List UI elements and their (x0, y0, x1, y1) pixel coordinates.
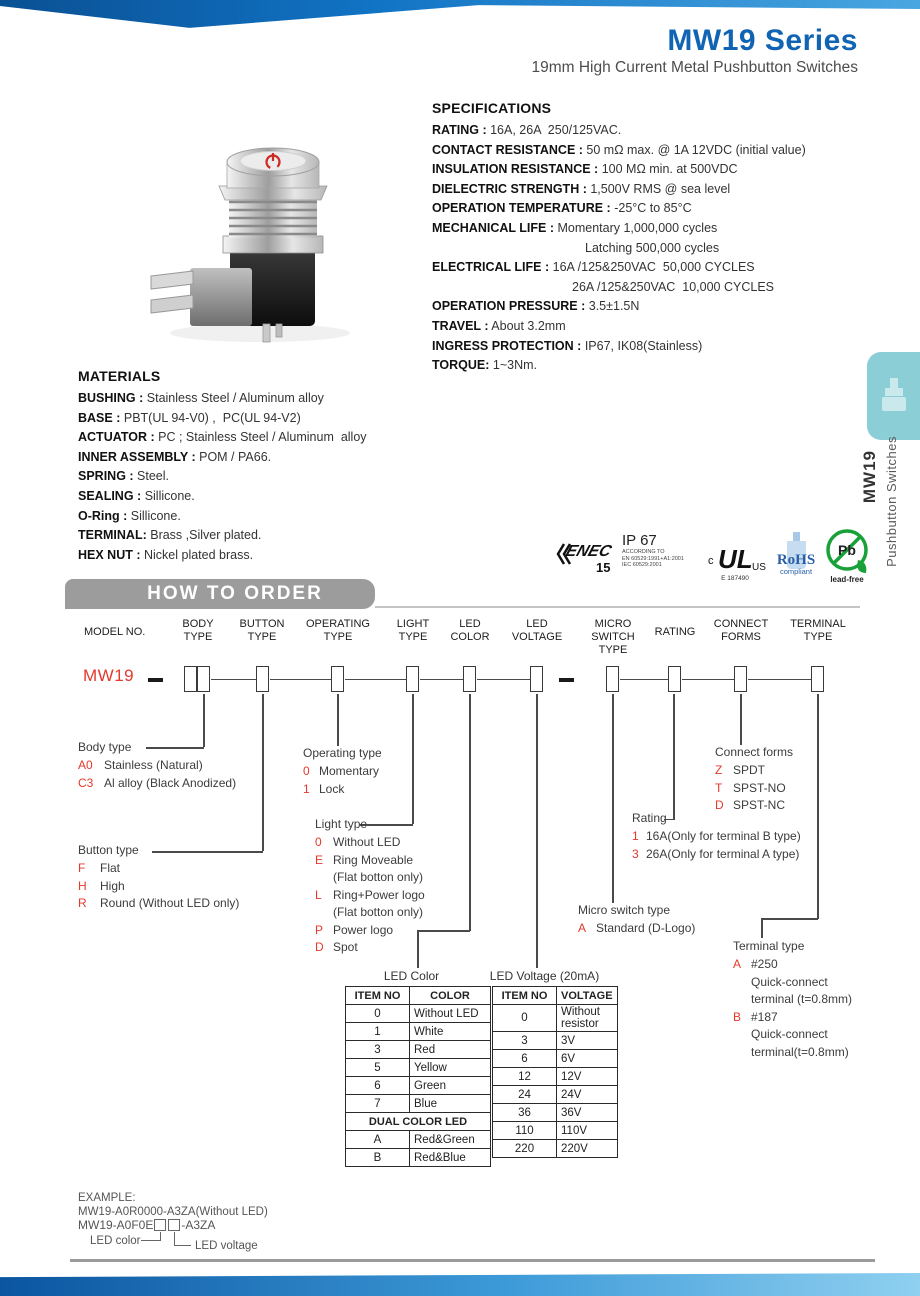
col-button-type: BUTTON TYPE (239, 618, 285, 643)
terminal-type-note: Quick-connect terminal (t=0.8mm) (751, 974, 853, 1006)
spec-electrical-life: ELECTRICAL LIFE : 16A /125&250VAC 50,000 CYCLES (432, 260, 755, 275)
table-row: 0 Without LED (346, 1005, 491, 1023)
connector (270, 679, 331, 681)
connector (682, 679, 734, 681)
material-terminal: TERMINAL: Brass ,Silver plated. (78, 528, 262, 543)
group-button-type: Button type F Flat H High R Round (Without LED only) (78, 843, 240, 910)
digit-box-micro-switch (606, 666, 619, 692)
svg-text:ENEC: ENEC (563, 542, 614, 560)
group-operating-type: Operating type 0 Momentary 1 Lock (303, 746, 382, 796)
svg-text:UL: UL (718, 544, 753, 574)
table-row: 36 36V (493, 1104, 618, 1122)
spec-rating: RATING : 16A, 26A 250/125VAC. (432, 123, 622, 137)
spec-insulation-resistance: INSULATION RESISTANCE : 100 MΩ min. at 500VDC (432, 162, 738, 177)
table-row: 3 3V (493, 1032, 618, 1050)
series-tab (867, 352, 920, 440)
example-led-color-box (154, 1219, 166, 1231)
spec-torque: TORQUE: 1~3Nm. (432, 358, 538, 373)
how-to-order-rule (375, 606, 860, 608)
col-led-voltage: LED VOLTAGE (511, 618, 563, 643)
svg-text:Pb: Pb (838, 542, 856, 558)
col-led-color: LED COLOR (450, 618, 490, 643)
leader-led-color (417, 930, 470, 932)
group-light-type: Light type 0 Without LED E Ring Moveable (Flat botton only) L Ring+Power logo (Flat botton only) P Power logo D Spot (315, 817, 425, 954)
connector (345, 679, 406, 681)
material-oring: O-Ring : Sillicone. (78, 508, 181, 523)
group-terminal-type: Terminal type A #250 Quick-connect terminal (t=0.8mm) B #187 Quick-connect terminal(t=0.8mm) (733, 939, 863, 1061)
leader-button (262, 694, 264, 851)
group-body-type: Body type A0 Stainless (Natural) C3 Al alloy (Black Anodized) (78, 740, 237, 790)
digit-box-led-voltage (530, 666, 543, 692)
ip67-sub2: EN 60529:1991+A1:2001 (622, 555, 684, 562)
material-spring: SPRING : Steel. (78, 469, 170, 484)
svg-text:15: 15 (596, 560, 611, 575)
leader-light (412, 694, 414, 824)
sidebar-series-label: MW19 (860, 450, 879, 504)
spec-contact-resistance: CONTACT RESISTANCE : 50 mΩ max. @ 1A 12VDC (initial value) (432, 142, 806, 157)
example-label: EXAMPLE: (78, 1192, 136, 1204)
digit-box-button (256, 666, 269, 692)
model-dash-1 (148, 678, 163, 682)
digit-box-led-color (463, 666, 476, 692)
spec-ingress-protection: INGRESS PROTECTION : IP67, IK08(Stainless) (432, 338, 703, 353)
table-row: A Red&Green (346, 1131, 491, 1149)
table-row: 110 110V (493, 1122, 618, 1140)
table-row: 220 220V (493, 1140, 618, 1158)
group-connect-forms: Connect forms Z SPDT T SPST-NO D SPST-NC (715, 745, 794, 812)
pb-free-icon (822, 526, 874, 586)
spec-dielectric-strength: DIELECTRIC STRENGTH : 1,500V RMS @ sea level (432, 181, 731, 196)
svg-text:US: US (752, 562, 766, 573)
ip67-title: IP 67 (622, 532, 657, 549)
example-line1: MW19-A0R0000-A3ZA(Without LED) (78, 1206, 268, 1218)
ul-icon (700, 532, 770, 584)
digit-box-connect (734, 666, 747, 692)
model-number: MW19 (83, 666, 135, 685)
material-actuator: ACTUATOR : PC ; Stainless Steel / Aluminum alloy (78, 430, 367, 445)
table-row: 0 Without resistor (493, 1005, 618, 1032)
led-color-table: ITEM NO COLOR 0 Without LED 1 White 3 Red 5 Yellow 6 Green 7 Blue DUAL COLOR LED A Red&Green B Red&Blue (345, 986, 491, 1167)
spec-operation-temperature: OPERATION TEMPERATURE : -25°C to 85°C (432, 201, 692, 216)
digit-box-rating (668, 666, 681, 692)
specifications-section (432, 100, 872, 376)
col-body-type: BODY TYPE (182, 618, 214, 643)
svg-text:E 187490: E 187490 (721, 575, 749, 582)
svg-text:RoHS: RoHS (776, 552, 816, 568)
leader-terminal (761, 918, 763, 938)
leader-micro (612, 694, 614, 903)
connector (420, 679, 463, 681)
bottom-band-decoration (0, 1273, 920, 1296)
leader-connect (740, 694, 742, 745)
table-row: 12 12V (493, 1068, 618, 1086)
material-inner-assembly: INNER ASSEMBLY : POM / PA66. (78, 449, 272, 464)
material-base: BASE : PBT(UL 94-V0) , PC(UL 94-V2) (78, 410, 301, 425)
table-row: 24 24V (493, 1086, 618, 1104)
enec-icon (556, 534, 614, 582)
page-title: MW19 Series (667, 24, 858, 57)
connector (477, 679, 530, 681)
callout-line (141, 1240, 161, 1241)
page-subtitle: 19mm High Current Metal Pushbutton Switches (531, 59, 858, 76)
svg-text:compliant: compliant (779, 567, 813, 576)
light-type-note: (Flat botton only) (333, 870, 424, 884)
digit-box-body-2 (197, 666, 210, 692)
rohs-icon (770, 530, 822, 584)
digit-box-operating (331, 666, 344, 692)
group-micro-switch: Micro switch type A Standard (D-Logo) (578, 903, 696, 935)
connector (748, 679, 811, 681)
table-row: 6 6V (493, 1050, 618, 1068)
table-row: 1 White (346, 1023, 491, 1041)
col-terminal-type: TERMINAL TYPE (790, 618, 846, 643)
ip67-sub1: ACCORDING TO (622, 549, 665, 555)
materials-section (78, 368, 448, 565)
group-rating: Rating 1 16A(Only for terminal B type) 3 26A(Only for terminal A type) (632, 811, 801, 861)
ip67-sub3: IEC 60529:2001 (622, 562, 662, 568)
col-light-type: LIGHT TYPE (396, 618, 430, 643)
ip67-mark (622, 533, 684, 569)
spec-travel: TRAVEL : About 3.2mm (432, 318, 566, 333)
digit-box-body-1 (184, 666, 197, 692)
terminal-type-note: Quick-connect terminal(t=0.8mm) (751, 1027, 849, 1059)
material-bushing: BUSHING : Stainless Steel / Aluminum alloy (78, 391, 324, 405)
light-type-note: (Flat botton only) (333, 905, 424, 919)
callout-line (174, 1245, 191, 1246)
leader-terminal (817, 694, 819, 919)
connector (620, 679, 668, 681)
svg-text:c: c (708, 555, 714, 567)
example-led-color-callout: LED color (90, 1235, 141, 1247)
example-led-voltage-box (168, 1219, 180, 1231)
led-color-table-title: LED Color (383, 969, 440, 983)
led-voltage-table: ITEM NO VOLTAGE 0 Without resistor 3 3V 6 6V 12 12V 24 24V 36 36V 110 110V 220 220V (492, 986, 618, 1158)
col-micro-switch-type: MICRO SWITCH TYPE (591, 618, 635, 656)
digit-box-terminal (811, 666, 824, 692)
table-row: 7 Blue (346, 1095, 491, 1113)
product-photo (135, 128, 385, 350)
table-row-dual-header: DUAL COLOR LED (346, 1113, 491, 1131)
svg-text:lead-free: lead-free (830, 575, 864, 584)
model-dash-2 (559, 678, 574, 682)
spec-operation-pressure: OPERATION PRESSURE : 3.5±1.5N (432, 299, 640, 314)
table-row: B Red&Blue (346, 1149, 491, 1167)
spec-mechanical-life-2: Latching 500,000 cycles (585, 240, 720, 255)
callout-line (174, 1232, 175, 1246)
leader-led-voltage (536, 694, 538, 968)
col-operating-type: OPERATING TYPE (306, 618, 370, 643)
leader-rating (673, 694, 675, 820)
leader-operating (337, 694, 339, 746)
col-model-no: MODEL NO. (84, 626, 146, 638)
how-to-order-heading: HOW TO ORDER (65, 579, 375, 609)
spec-mechanical-life: MECHANICAL LIFE : Momentary 1,000,000 cycles (432, 220, 718, 235)
pushbutton-icon (879, 376, 909, 416)
table-row: 6 Green (346, 1077, 491, 1095)
col-rating: RATING (654, 626, 696, 638)
leader-terminal (761, 918, 818, 920)
led-voltage-table-title: LED Voltage (20mA) (489, 969, 600, 983)
spec-electrical-life-2: 26A /125&250VAC 10,000 CYCLES (572, 279, 774, 294)
example-led-voltage-callout: LED voltage (195, 1240, 258, 1252)
leader-led-color (469, 694, 471, 931)
table-row: 3 Red (346, 1041, 491, 1059)
connector (211, 679, 256, 681)
material-sealing: SEALING : Sillicone. (78, 488, 195, 503)
sidebar-category-label: Pushbutton Switches (884, 436, 899, 567)
material-hexnut: HEX NUT : Nickel plated brass. (78, 547, 254, 562)
example-line2: MW19-A0F0E -A3ZA (78, 1218, 216, 1232)
materials-heading: MATERIALS (78, 368, 161, 384)
digit-box-light (406, 666, 419, 692)
table-row: 5 Yellow (346, 1059, 491, 1077)
specifications-heading: SPECIFICATIONS (432, 100, 552, 116)
col-connect-forms: CONNECT FORMS (713, 618, 769, 643)
footer-rule (70, 1259, 875, 1262)
